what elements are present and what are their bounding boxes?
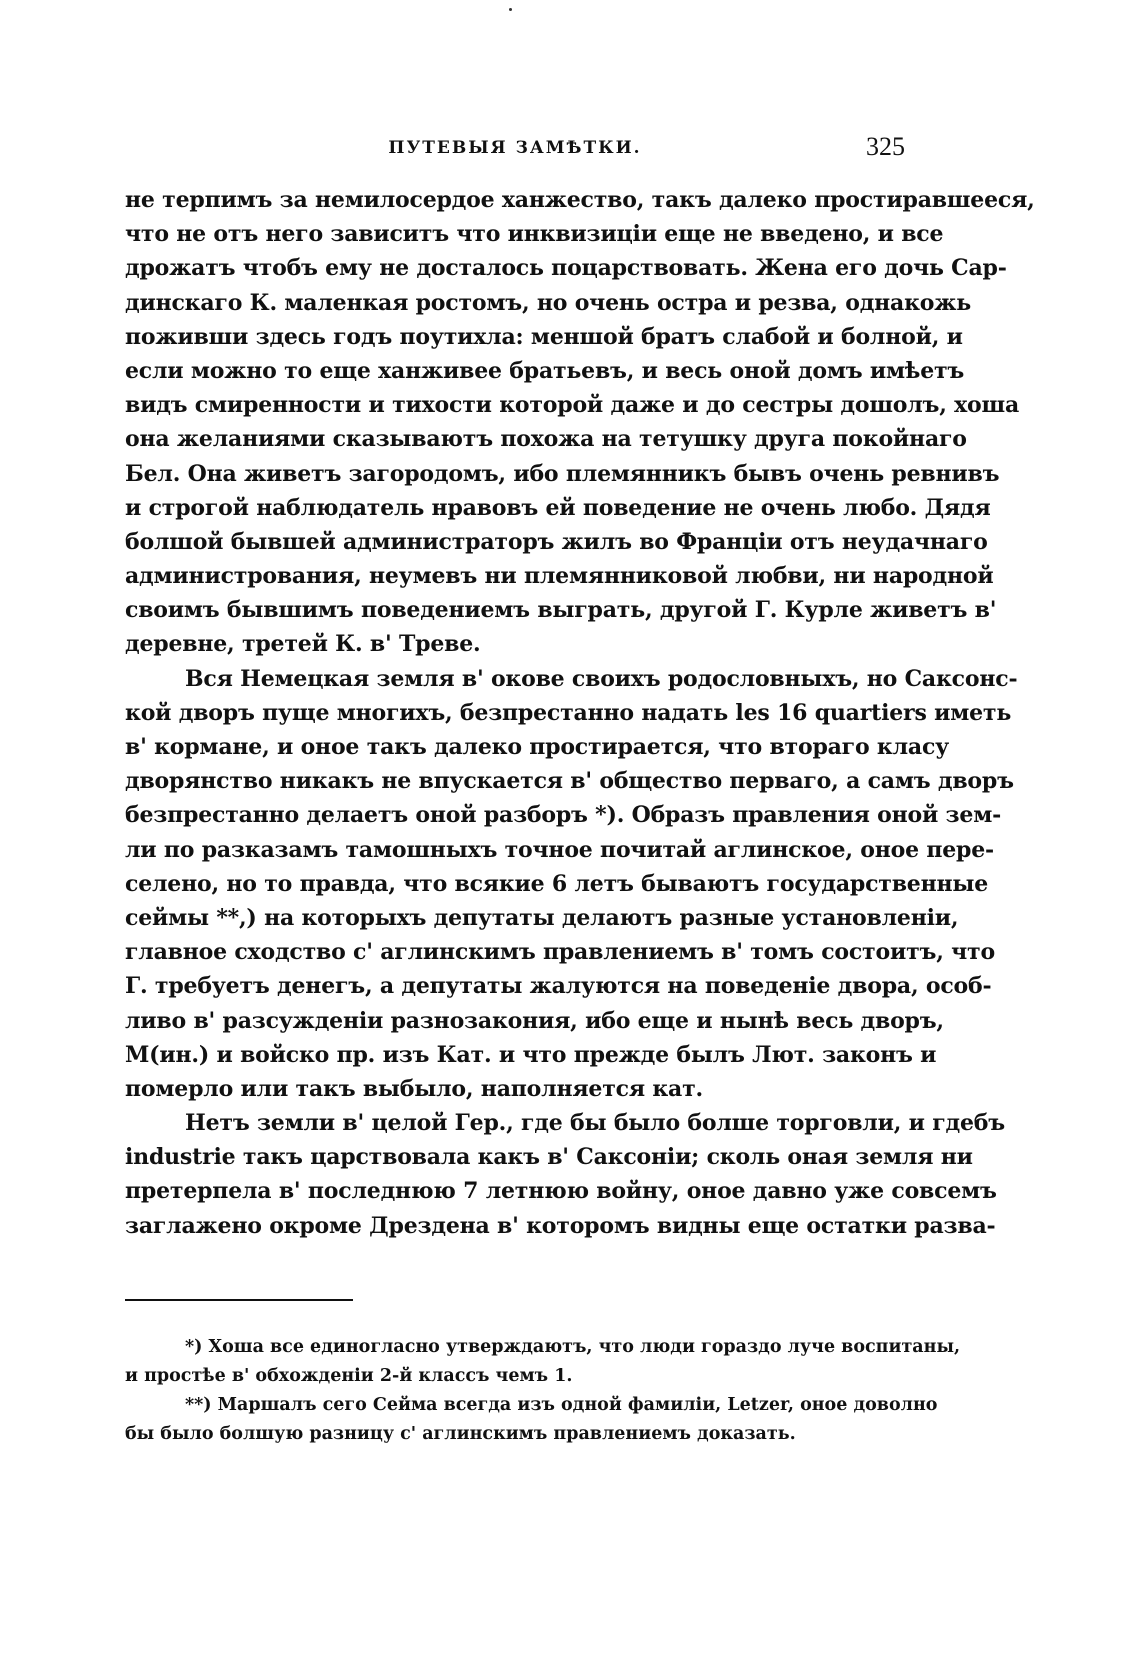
text-line: дворянство никакъ не впускается в' общество перваго, а самъ дворъ <box>125 768 1014 795</box>
running-head <box>125 132 905 166</box>
text-line: поживши здесь годъ поутихла: меншой братъ слабой и болной, и <box>125 323 963 350</box>
text-line: не терпимъ за немилосердое ханжество, такъ далеко простиравшееся, <box>125 187 1035 213</box>
text-line: главное сходство с' аглинскимъ правлениемъ в' томъ состоитъ, что <box>125 939 995 966</box>
text-line: кой дворъ пуще многихъ, безпрестанно надать les 16 quartiers иметь <box>125 699 1012 726</box>
footnote-line: **) Маршалъ сего Сейма всегда изъ одной фамилiи, Letzer, оное доволно <box>185 1395 938 1415</box>
paragraph-first-line: Вся Немецкая земля в' окове своихъ родословныхъ, но Саксонс- <box>185 665 1018 692</box>
text-line: своимъ бывшимъ поведениемъ выграть, другой Г. Курле живетъ в' <box>125 597 997 624</box>
text-line: Г. требуетъ денегъ, а депутаты жалуются на поведенiе двора, особ- <box>125 973 992 1000</box>
text-line: если можно то еще ханживее братьевъ, и весь оной домъ имѣетъ <box>125 357 965 384</box>
text-line: industrie такъ царствовала какъ в' Саксонiи; сколь оная земля ни <box>125 1144 973 1171</box>
text-line: она желаниями сказываютъ похожа на тетушку друга покойнаго <box>125 426 967 453</box>
text-line: деревне, третей К. в' Треве. <box>125 631 481 658</box>
text-line: и строгой наблюдатель нравовъ ей поведение не очень любо. Дядя <box>125 494 991 521</box>
text-line: в' кормане, и оное такъ далеко простирается, что втораго класу <box>125 734 950 760</box>
footnote-line: бы было болшую разницу с' аглинскимъ правлениемъ доказать. <box>125 1424 796 1444</box>
text-line: Бел. Она живетъ загородомъ, ибо племянникъ бывъ очень ревнивъ <box>125 460 1000 487</box>
footnote-divider <box>125 1299 353 1301</box>
footnotes <box>125 1333 961 1449</box>
paragraph-first-line: Нетъ земли в' целой Гер., где бы было болше торговли, и гдебъ <box>185 1110 1005 1137</box>
text-line: претерпела в' последнюю 7 летнюю войну, оное давно уже совсемъ <box>125 1178 997 1205</box>
text-line: что не отъ него зависитъ что инквизицiи еще не введено, и все <box>125 221 944 248</box>
text-line: динскаго К. маленкая ростомъ, но очень остра и резва, однакожь <box>125 289 972 316</box>
body-text <box>125 183 1035 1243</box>
footnote-line: *) Хоша все единогласно утверждаютъ, что люди гораздо луче воспитаны, <box>185 1337 961 1357</box>
text-line: заглажено окроме Дрездена в' которомъ видны еще остатки разва- <box>125 1212 996 1239</box>
text-line: ли по разказамъ тамошныхъ точное почитай аглинское, оное пере- <box>125 836 994 863</box>
text-line: безпрестанно делаетъ оной разборъ *). Образъ правления оной зем- <box>125 802 1002 829</box>
footnote-line: и простѣе в' обхожденiи 2-й классъ чемъ 1. <box>125 1366 573 1386</box>
print-speck <box>509 8 512 11</box>
text-line: селено, но то правда, что всякие 6 летъ бываютъ государственные <box>125 870 989 897</box>
text-line: дрожатъ чтобъ ему не досталось поцарствовать. Жена его дочь Сар- <box>125 255 1007 282</box>
running-title: ПУТЕВЫЯ ЗАМѢТКИ. <box>388 138 642 158</box>
text-line: померло или такъ выбыло, наполняется кат. <box>125 1075 703 1102</box>
text-line: видъ смиренности и тихости которой даже и до сестры дошолъ, хоша <box>125 392 1020 419</box>
page-number: 325 <box>866 132 905 161</box>
text-line: болшой бывшей администраторъ жилъ во Францiи отъ неудачнаго <box>125 528 988 555</box>
text-line: администрования, неумевъ ни племянниковой любви, ни народной <box>125 563 994 590</box>
text-line: ливо в' разсужденiи разнозакония, ибо еще и нынѣ весь дворъ, <box>125 1007 944 1034</box>
text-line: М(ин.) и войско пр. изъ Кат. и что прежде былъ Лют. законъ и <box>125 1041 937 1068</box>
text-line: сеймы **,) на которыхъ депутаты делаютъ разные установленiи, <box>125 904 959 931</box>
